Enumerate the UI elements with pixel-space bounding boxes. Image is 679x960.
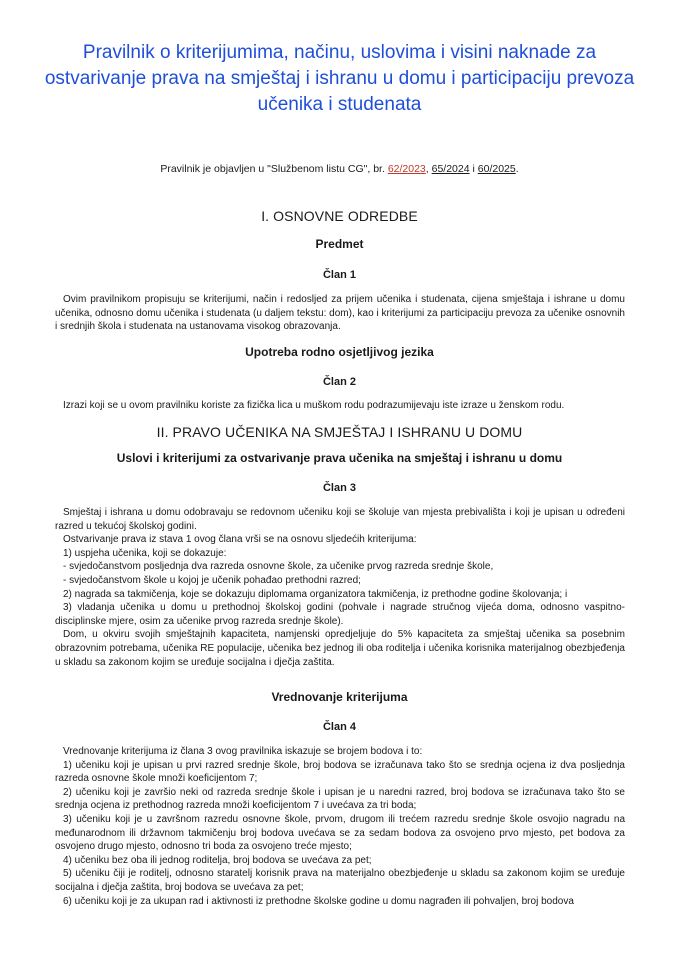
- publication-separator: i: [469, 163, 478, 175]
- gazette-link-2025[interactable]: 60/2025: [477, 163, 516, 175]
- subheading-uslovi-kriterijumi: Uslovi i kriterijumi za ostvarivanje prava učenika na smještaj i ishranu u domu: [116, 451, 563, 465]
- article-4-text-block: [55, 745, 625, 908]
- publication-suffix: .: [515, 163, 519, 175]
- article-3-paragraph: Dom, u okviru svojih smještajnih kapaciteta, namjenski opredjeljuje do 5% kapaciteta za smještaj učenika sa posebnim obrazovnim potrebama, učenika RE populacije, učenika bez jednog ili oba roditelja i učenika korisnika materijalnog obezbjeđenja u skladu sa zakonom kojim se uređuje socijalna i dječja zaštita.: [55, 629, 625, 668]
- article-3-list-subitem: - svjedočanstvom škole u kojoj je učenik pohađao prethodni razred;: [63, 574, 361, 586]
- article-1-paragraph: Ovim pravilnikom propisuju se kriterijumi, način i redosljed za prijem učenika i studenata, cijena smještaja i ishrane u domu učenika, odnosno domu učenika i studenata (u daljem tekstu: dom), kao i kriterijumi za participaciju prevoza za učenike osnovnih i srednjih škola i studenata na ustanovama visokog obrazovanja.: [55, 294, 625, 333]
- article-heading-clan-4: Član 4: [322, 721, 356, 733]
- article-4-list-item: 3) učeniku koji je u završnom razredu osnovne škole, prvom, drugom ili trećem razredu srednje škole osvojio nagradu na međunarodnom ili državnom takmičenju broj bodova uvećava se za sedam bodova za osvojeno prvo mjesto, pet bodova za osvojeno drugo mjesto, odnosno tri boda za osvojeno treće mjesto;: [55, 813, 625, 853]
- article-heading-clan-1: Član 1: [322, 269, 356, 281]
- gazette-link-2024[interactable]: 65/2024: [431, 163, 470, 175]
- article-4-paragraph: Vrednovanje kriterijuma iz člana 3 ovog pravilnika iskazuje se brojem bodova i to:: [63, 746, 423, 757]
- section-heading-pravo-ucenika: II. PRAVO UČENIKA NA SMJEŠTAJ I ISHRANU U DOMU: [156, 424, 523, 440]
- article-3-paragraph: Smještaj i ishrana u domu odobravaju se redovnom učeniku koji se školuje van mjesta prebivališta i koji je upisan u određeni razred u tekućoj školskoj godini.: [55, 507, 625, 532]
- section-heading-osnovne-odredbe: I. OSNOVNE ODREDBE: [261, 208, 418, 224]
- document-title: Pravilnik o kriterijumima, načinu, uslovima i visini naknade za ostvarivanje prava na smještaj i ishranu u domu i participaciju prevoza učenika i studenata: [44, 42, 635, 115]
- article-2-paragraph: Izrazi koji se u ovom pravilniku koriste za fizička lica u muškom rodu podrazumijevaju iste izraze u ženskom rodu.: [63, 400, 565, 411]
- subheading-predmet: Predmet: [315, 237, 364, 251]
- article-4-list-item: 2) učeniku koji je završio neki od razreda srednje škole i upisan je u naredni razred, broj bodova se izračunava tako što se srednja ocjena iz prethodnog razreda množi koeficijentom 7 i uvećava za tri boda;: [55, 786, 625, 812]
- article-3-text-block: [55, 506, 625, 669]
- article-4-list-item: 6) učeniku koji je za ukupan rad i aktivnosti iz prethodne školske godine u domu nagrađen ili pohvaljen, broj bodova: [63, 895, 574, 907]
- gazette-link-2023[interactable]: 62/2023: [387, 163, 426, 175]
- article-3-list-subitem: - svjedočanstvom posljednja dva razreda osnovne škole, za učenike prvog razreda srednje škole,: [63, 561, 494, 573]
- article-4-list-item: 4) učeniku bez oba ili jednog roditelja, broj bodova se uvećava za pet;: [63, 854, 372, 866]
- article-heading-clan-3: Član 3: [322, 482, 356, 494]
- article-3-paragraph: Ostvarivanje prava iz stava 1 ovog člana vrši se na osnovu sljedećih kriterijuma:: [63, 534, 417, 546]
- subheading-rodno-osjetljiv-jezik: Upotreba rodno osjetljivog jezika: [245, 345, 434, 359]
- publication-prefix: Pravilnik je objavljen u "Službenom listu CG", br.: [160, 163, 388, 175]
- article-3-list-item: 3) vladanja učenika u domu u prethodnoj školskoj godini (pohvale i nagrade stručnog vijeća doma, odnosno vaspitno-disciplinske mjere, osim za učenike prvog razreda srednje škole).: [55, 602, 625, 627]
- article-2-text-block: [55, 399, 625, 413]
- article-1-text-block: [55, 293, 625, 334]
- article-4-list-item: 1) učeniku koji je upisan u prvi razred srednje škole, broj bodova se izračunava tako što se srednja ocjena iz dva posljednja razreda osnovne škole množi koeficijentom 7;: [55, 759, 625, 785]
- article-heading-clan-2: Član 2: [322, 376, 356, 388]
- subheading-vrednovanje: Vrednovanje kriterijuma: [271, 690, 408, 704]
- article-3-list-item: 2) nagrada sa takmičenja, koje se dokazuju diplomama organizatora takmičenja, iz prethodne godine školovanja; i: [63, 588, 568, 600]
- publication-note: [0, 163, 679, 175]
- publication-separator: ,: [425, 163, 432, 175]
- article-3-list-item: 1) uspjeha učenika, koji se dokazuje:: [63, 547, 227, 559]
- article-4-list-item: 5) učeniku čiji je roditelj, odnosno staratelj korisnik prava na materijalno obezbjeđenje u skladu sa zakonom kojim se uređuje socijalna i dječja zaštita, broj bodova se uvećava za pet;: [55, 868, 625, 893]
